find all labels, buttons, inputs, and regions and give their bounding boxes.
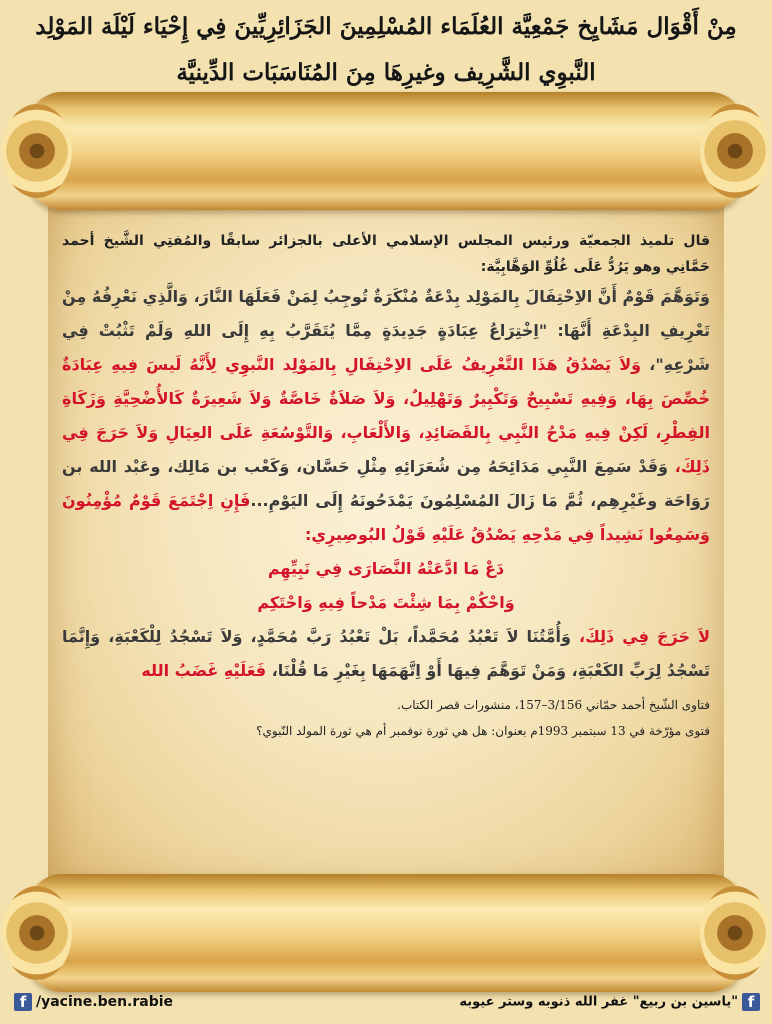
facebook-handle-link[interactable] (14, 993, 173, 1011)
page-title (14, 4, 758, 100)
reference-source: فتاوى الشّيخ أحمد حمّاني 3/156–157، منشورات قصر الكتاب. (397, 698, 710, 712)
quote-text-red-4: فَعَلَيْهِ غَضَبُ الله (141, 661, 267, 680)
author-credit-text: "ياسين بن ربيع" غفر الله ذنوبه وستر عيوبه (459, 994, 738, 1010)
scroll-roll-top (28, 92, 744, 210)
facebook-handle: /yacine.ben.rabie (36, 994, 174, 1010)
title-line-2: النَّبوِي الشَّرِيف وغيرِهَا مِنَ المُنَاسَبَات الدِّينيَّة (176, 59, 596, 86)
facebook-icon: f (14, 993, 32, 1011)
quote-text-dark-3: وَأُمَّتُنَا لاَ تَعْبُدُ مُحَمَّداً، بَلْ تَعْبُدُ رَبَّ مُحَمَّدٍ، وَلاَ تَسْجُدُ لِلْكَعْبَةِ، وَإِنَّمَا تَسْجُدُ لِرَبِّ الكَعْبَةِ، وَمَنْ تَوَهَّمَ فِيهَا أَوْ اِتَّهَمَهَا بِغَيْرِ مَا قُلْنَا، (62, 627, 710, 680)
intro-text: قال تلميذ الجمعيّة ورئيس المجلس الإسلامي الأعلى بالجزائر سابقًا والمُفتِي الشَّيخ أحمد حَمَّانِي وهو يَرُدُّ عَلَى غُلُوِّ الوَهَّابِيَّة: (62, 233, 710, 275)
quote-paragraph-1 (62, 280, 710, 552)
title-line-1: مِنْ أَقْوَال مَشَايِخ جَمْعِيَّة العُلَمَاء المُسْلِمِينَ الجَزَائِرِيِّينَ فِي إِحْيَاء لَيْلَة المَوْلِد (35, 13, 737, 40)
poem-verse-2: وَاحْكُمْ بِمَا شِئْتَ مَدْحاً فِيهِ وَاحْتَكِم (257, 593, 515, 612)
reference-fatwa-date: فتوى مؤرّخة في 13 سبتمبر 1993م بعنوان: هل هي ثورة نوفمبر أم هي ثورة المولد النّبوي؟ (256, 724, 710, 738)
quote-paragraph-2 (62, 620, 710, 688)
quote-content (62, 228, 710, 848)
author-credit[interactable] (459, 993, 760, 1011)
quote-text-dark-2: وَقَدْ سَمِعَ النَّبِي مَدَائِحَهُ مِن شُعَرَائِهِ مِثْلِ حَسَّان، وَكَعْب بن مَالِك، وعَبْد الله بن رَوَاحَة وغَيْرِهِم، ثُمَّ مَا زَالَ المُسْلِمُونَ يَمْدَحُونَهُ إِلَى اليَوْمِ... (62, 457, 710, 510)
scroll-roll-bottom (28, 874, 744, 992)
quote-text-red-2: فَإِنِ اِجْتَمَعَ قَوْمٌ مُؤْمِنُونَ وَسَمِعُوا نَشِيداً فِي مَدْحِهِ يَصْدُقُ عَلَيْهِ قَوْلُ البُوصِيرِي: (62, 491, 710, 544)
footer (0, 988, 772, 1018)
facebook-icon: f (742, 993, 760, 1011)
quote-text-dark: وَتَوَهَّمَ قَوْمٌ أَنَّ الاِحْتِفَالَ بِالمَوْلِد بِدْعَةٌ مُنْكَرَةٌ تُوجِبُ لِمَنْ فَعَلَهَا النَّارَ، وَالَّذِي نَعْرِفُهُ مِنْ تَعْرِيفِ البِدْعَةِ أَنَّهَا: "اِخْتِرَاعُ عِبَادَةٍ جَدِيدَةٍ مِمَّا يُتَقَرَّبُ بِهِ إِلَى اللهِ وَلَمْ تَثْبُتْ فِي شَرْعِهِ"، (62, 287, 710, 374)
quote-text-red: وَلاَ يَصْدُقُ هَذَا التَّعْرِيفُ عَلَى الاِحْتِفَالِ بِالمَوْلِد النَّبوِي لِأَنَّهُ لَيسَ فِيهِ عِبَادَةٌ خُصِّصَ بِهَا، وَفِيهِ تَسْبِيحٌ وَتَكْبِيرٌ وَتَهْلِيلٌ، وَلاَ صَلاَةٌ خَاصَّةٌ وَلاَ شَعِيرَةٌ كَالأُضْحِيَّةِ وَزَكَاةِ الفِطْرِ، لَكِنْ فِيهِ مَدْحُ النَّبِي بِالقَصَائِدِ، وَالأَلْعَابِ، وَالتَّوْسُعَةِ عَلَى العِيَالِ وَلاَ حَرَجَ فِي ذَلِكَ، (62, 355, 711, 476)
quote-text-red-3: لاَ حَرَجَ فِي ذَلِكَ، (570, 627, 710, 646)
poem-verse-1: دَعْ مَا ادَّعَتْهُ النَّصَارَى فِي نَبِيِّهِم (267, 559, 505, 578)
